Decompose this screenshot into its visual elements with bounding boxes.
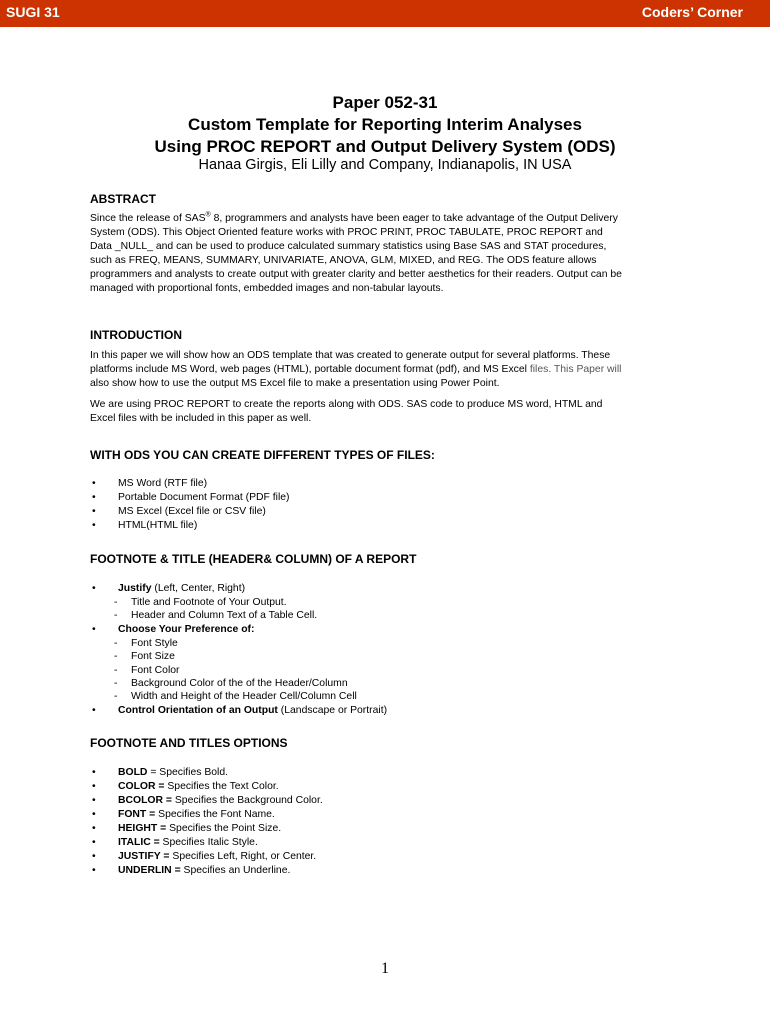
intro-line: Excel files with be included in this paper as well. xyxy=(90,413,312,424)
intro-line: In this paper we will show how an ODS template that was created to generate output for several platforms. These xyxy=(90,350,611,361)
intro-line: We are using PROC REPORT to create the reports along with ODS. SAS code to produce MS word, HTML and xyxy=(90,399,603,410)
abstract-line: Data _NULL_ and can be used to produce calculated summary statistics using Base SAS and STAT procedures, xyxy=(90,241,607,252)
conference-label: SUGI 31 xyxy=(6,4,60,20)
list-subitem: - Header and Column Text of a Table Cell. xyxy=(114,610,318,621)
options-heading: FOOTNOTE AND TITLES OPTIONS xyxy=(90,736,288,750)
authors: Hanaa Girgis, Eli Lilly and Company, Indianapolis, IN USA xyxy=(198,157,572,173)
list-item: • MS Word (RTF file) xyxy=(92,478,208,489)
list-subitem: - Background Color of the of the Header/Column xyxy=(114,678,348,689)
list-item: • BCOLOR = Specifies the Background Color. xyxy=(92,795,323,806)
section-label: Coders’ Corner xyxy=(641,4,743,20)
list-item: • Choose Your Preference of: xyxy=(92,624,255,635)
list-item: • MS Excel (Excel file or CSV file) xyxy=(92,506,266,517)
list-subitem: - Font Size xyxy=(114,651,175,662)
list-item: • HEIGHT = Specifies the Point Size. xyxy=(92,823,282,834)
list-item: • BOLD = Specifies Bold. xyxy=(92,767,229,778)
list-item: • UNDERLIN = Specifies an Underline. xyxy=(92,865,291,876)
paper-title-line1: Custom Template for Reporting Interim Analyses xyxy=(188,115,582,134)
list-subitem: - Font Style xyxy=(114,638,178,649)
header-bar xyxy=(0,0,770,27)
list-item: • FONT = Specifies the Font Name. xyxy=(92,809,275,820)
list-subitem: - Title and Footnote of Your Output. xyxy=(114,597,287,608)
footnote-title-heading: FOOTNOTE & TITLE (HEADER& COLUMN) OF A REPORT xyxy=(90,552,417,566)
list-item: • COLOR = Specifies the Text Color. xyxy=(92,781,279,792)
abstract-line: System (ODS). This Object Oriented feature works with PROC PRINT, PROC TABULATE, PROC REPORT and xyxy=(90,227,603,238)
list-item: • HTML(HTML file) xyxy=(92,520,198,531)
abstract-line: Since the release of SAS® 8, programmers and analysts have been eager to take advantage of the Output Delivery xyxy=(90,211,618,224)
list-subitem: - Font Color xyxy=(114,665,180,676)
list-item: • Portable Document Format (PDF file) xyxy=(92,492,290,503)
list-item: • Justify (Left, Center, Right) xyxy=(92,583,246,594)
paper-number: Paper 052-31 xyxy=(332,93,438,112)
abstract-line: programmers and analysts to create output with greater clarity and better aesthetics for their readers. Output can be xyxy=(90,269,622,280)
intro-line: also show how to use the output MS Excel file to make a presentation using Power Point. xyxy=(90,378,500,389)
abstract-line: such as FREQ, MEANS, SUMMARY, UNIVARIATE, ANOVA, GLM, MIXED, and REG. The ODS feature allows xyxy=(90,255,597,266)
abstract-heading: ABSTRACT xyxy=(90,192,156,206)
introduction-heading: INTRODUCTION xyxy=(90,328,182,342)
list-item: • ITALIC = Specifies Italic Style. xyxy=(92,837,258,848)
page-number: 1 xyxy=(381,960,389,977)
file-types-heading: WITH ODS YOU CAN CREATE DIFFERENT TYPES OF FILES: xyxy=(90,448,435,462)
list-subitem: - Width and Height of the Header Cell/Column Cell xyxy=(114,691,357,702)
intro-line: platforms include MS Word, web pages (HTML), portable document format (pdf), and MS Excel files. This Paper will xyxy=(90,364,622,375)
paper-title-line2: Using PROC REPORT and Output Delivery System (ODS) xyxy=(154,137,616,156)
abstract-line: managed with proportional fonts, embedded images and non-tabular layouts. xyxy=(90,283,444,294)
list-item: • Control Orientation of an Output (Landscape or Portrait) xyxy=(92,705,388,716)
list-item: • JUSTIFY = Specifies Left, Right, or Center. xyxy=(92,851,317,862)
